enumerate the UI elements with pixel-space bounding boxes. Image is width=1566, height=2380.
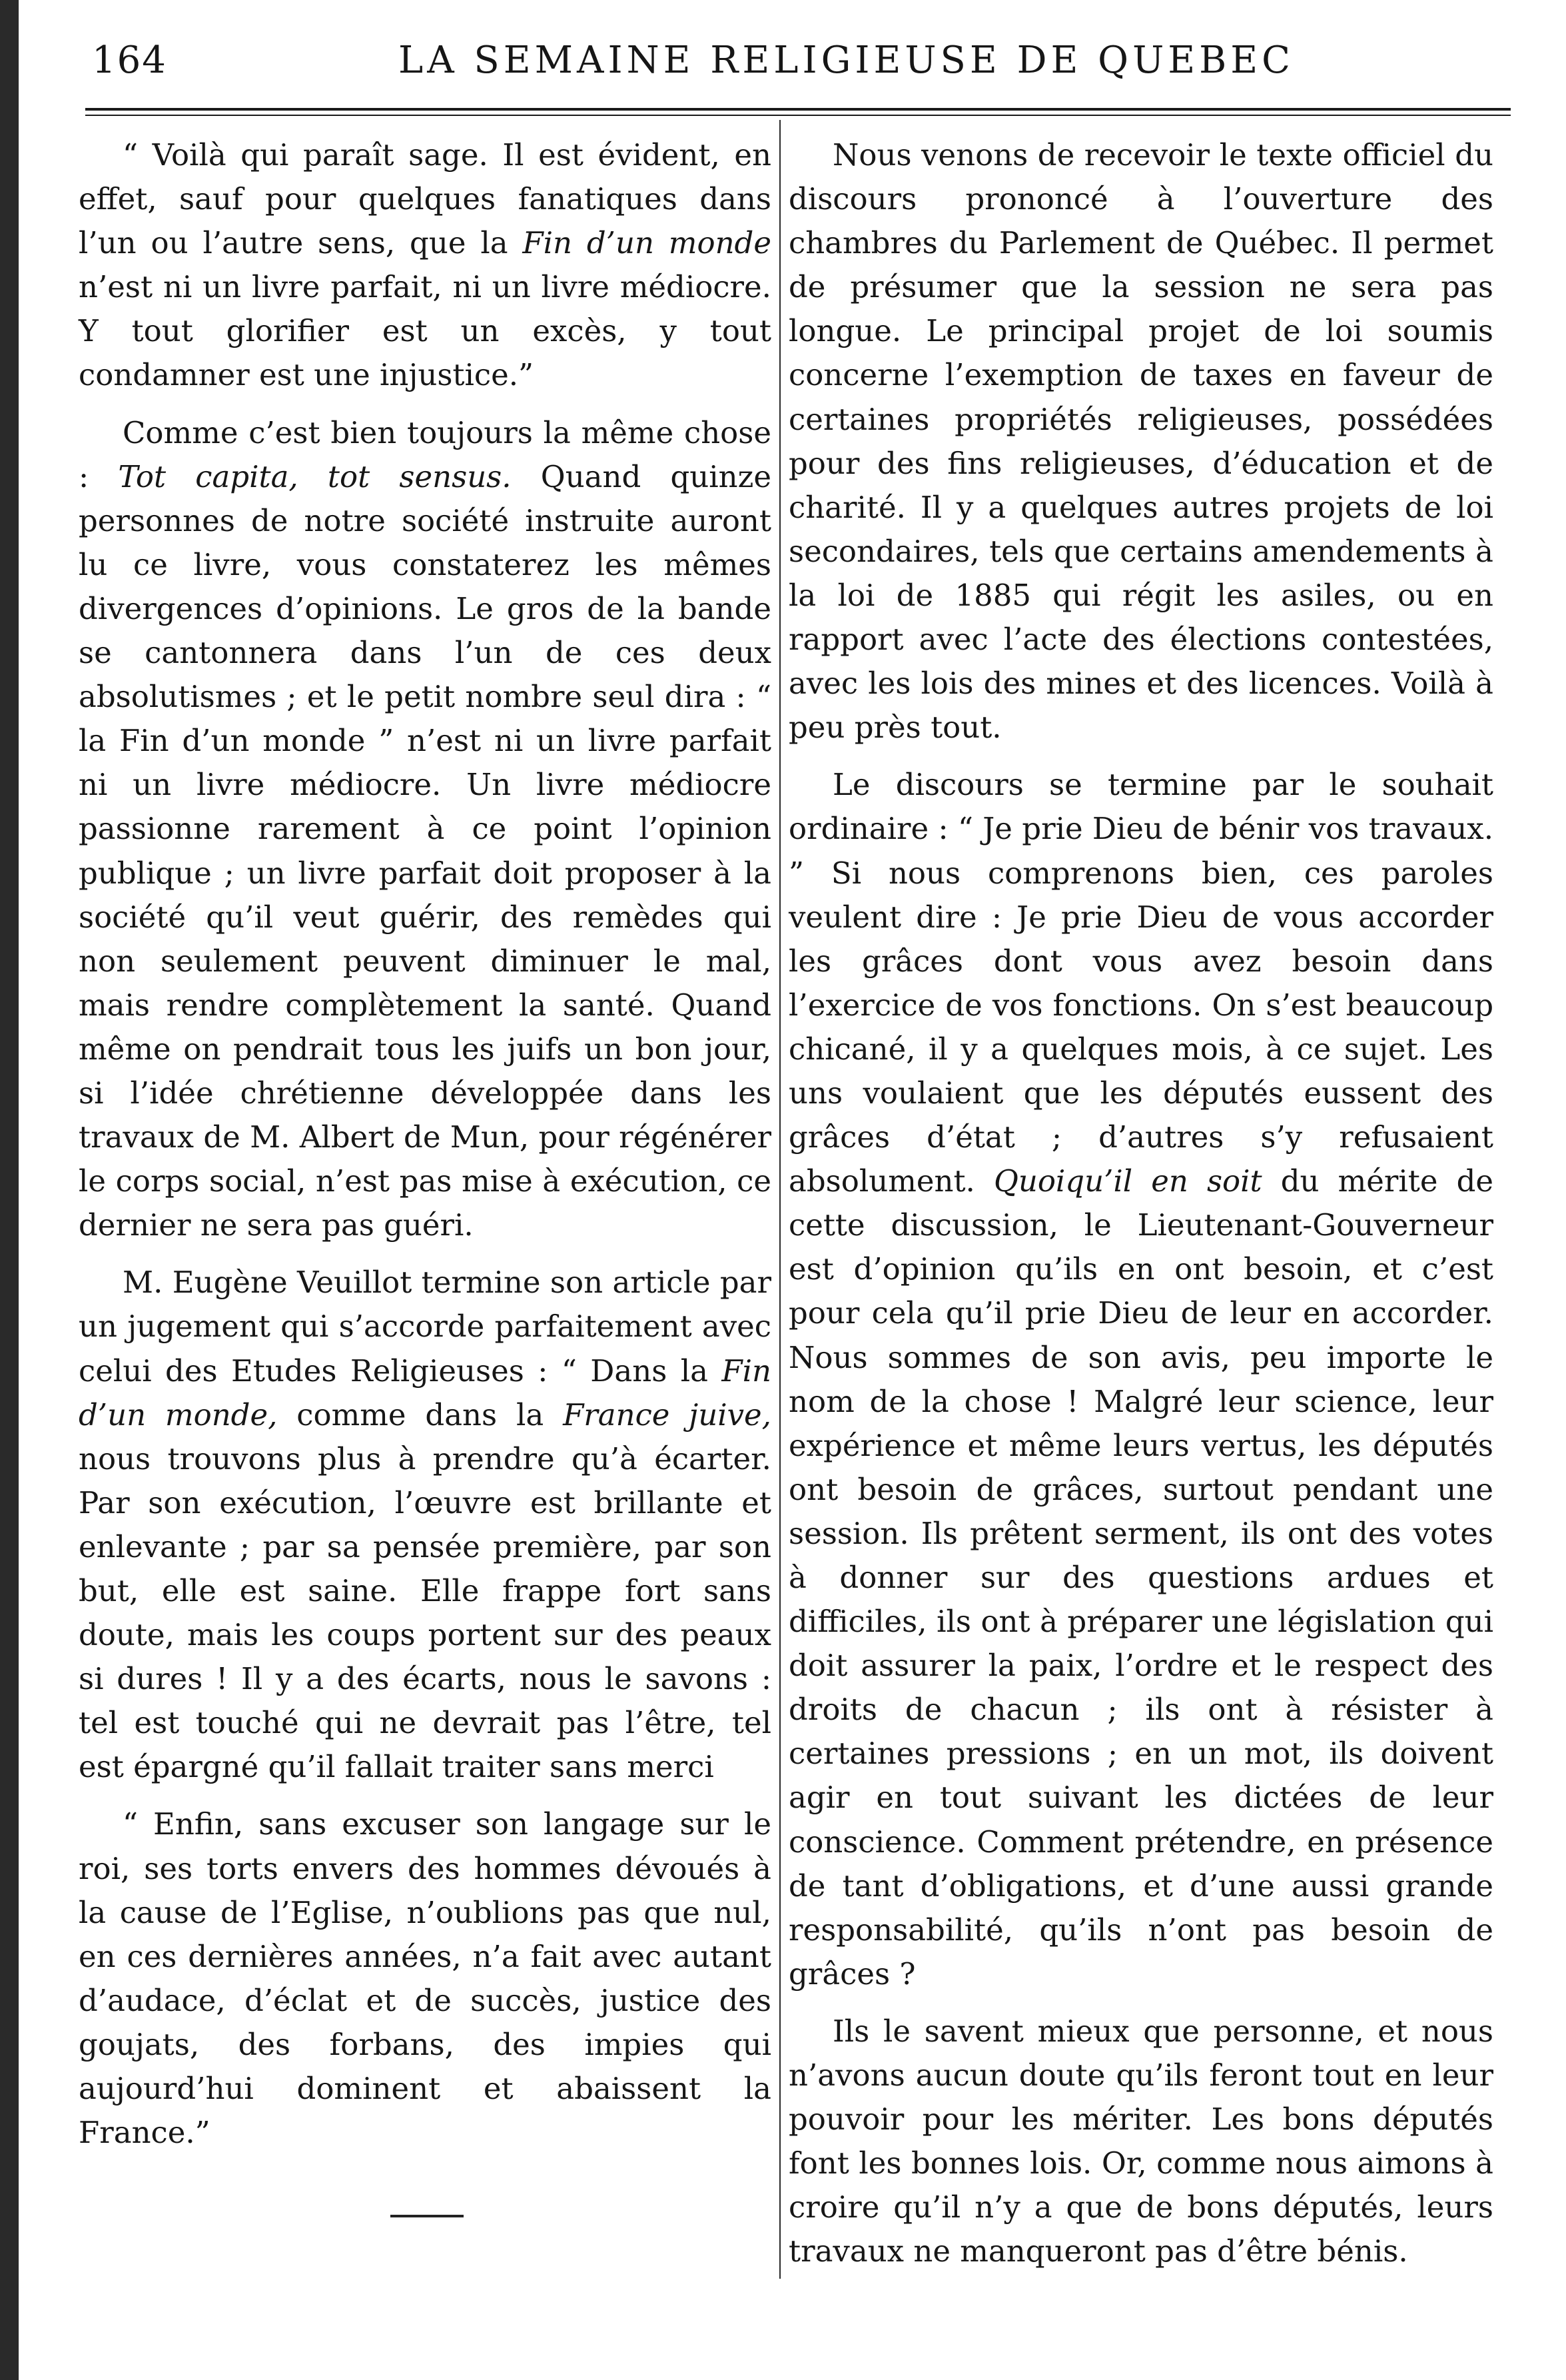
header-rule-thin <box>85 115 1511 116</box>
paragraph <box>789 763 1493 1996</box>
italic-text: Fin d’un monde <box>522 225 771 261</box>
left-column <box>79 133 771 2168</box>
paragraph <box>79 411 771 1248</box>
paragraph <box>789 133 1493 750</box>
page-header <box>85 39 1504 92</box>
text-run: Ils le savent mieux que personne, et nous n’avons aucun doute qu’ils feront tout en leur pouvoir pour les mériter. Les bons députés font les bonnes lois. Or, comme nous aimons à croire qu’il n’y a que de bons députés, leurs travaux ne manqueront pas d’être bénis. <box>789 2013 1493 2269</box>
italic-text: Quoiqu’il en soit <box>993 1163 1262 1199</box>
text-run: M. Eugène Veuillot termine son article par un jugement qui s’accorde parfaitement avec celui des Etudes Religieuses : “ Dans la <box>79 1265 771 1389</box>
section-end-dash <box>390 2215 464 2217</box>
text-run: nous trouvons plus à prendre qu’à écarter. Par son exécution, l’œuvre est brillante et enlevante ; par sa pensée première, par son but, elle est saine. Elle frappe fort sans doute, mais les coups portent sur des peaux si dures ! Il y a des écarts, nous le savons : tel est touché qui ne devrait pas l’être, tel est épargné qu’il fallait traiter sans merci <box>79 1441 771 1785</box>
page-number: 164 <box>92 39 167 82</box>
text-run: Comme c’est bien toujours la même chose : <box>79 414 771 494</box>
running-head: LA SEMAINE RELIGIEUSE DE QUEBEC <box>398 39 1295 82</box>
text-run: du mérite de cette discussion, le Lieutenant-Gouverneur est d’opinion qu’ils en ont besoin, et c’est pour cela qu’il prie Dieu de leur en accorder. Nous sommes de son avis, peu importe le nom de la chose ! Malgré leur science, leur expérience et même leurs vertus, les députés ont besoin de grâces, surtout pendant une session. Ils prêtent serment, ils ont des votes à donner sur des questions ardues et difficiles, ils ont à préparer une législation qui doit assurer la paix, l’ordre et le respect des droits de chacun ; ils ont à résister à certaines pressions ; en un mot, ils doivent agir en tout suivant les dictées de leur conscience. Comment prétendre, en présence de tant d’obligations, et d’une aussi grande responsabilité, qu’ils n’ont pas besoin de grâces ? <box>789 1163 1494 1992</box>
text-run: “ Enfin, sans excuser son langage sur le roi, ses torts envers des hommes dévoués à la cause de l’Eglise, n’oublions pas que nul, en ces dernières années, n’a fait avec autant d’audace, d’éclat et de succès, justice des goujats, des forbans, des impies qui aujourd’hui dominent et abaissent la France.” <box>79 1806 771 2151</box>
binding-edge <box>0 0 19 2380</box>
paragraph <box>79 133 771 398</box>
paragraph <box>79 1802 771 2155</box>
column-divider <box>779 120 781 2279</box>
paragraph <box>789 2010 1493 2274</box>
text-run: Nous venons de recevoir le texte officiel du discours prononcé à l’ouverture des chambres du Parlement de Québec. Il permet de présumer que la session ne sera pas longue. Le principal projet de loi soumis concerne l’exemption de taxes en faveur de certaines propriétés religieuses, possédées pour des fins religieuses, d’éducation et de charité. Il y a quelques autres projets de loi secondaires, tels que certains amendements à la loi de 1885 qui régit les asiles, ou en rapport avec l’acte des élections contestées, avec les lois des mines et des licences. Voilà à peu près tout. <box>789 137 1493 746</box>
italic-text: Tot capita, tot sensus. <box>118 458 512 494</box>
text-run: “ Voilà qui paraît sage. Il est évident, en effet, sauf pour quelques fanatiques dans l’un ou l’autre sens, que la <box>79 137 771 261</box>
text-run: comme dans la <box>277 1397 564 1433</box>
text-run: Le discours se termine par le souhait ordinaire : “ Je prie Dieu de bénir vos travaux. ” Si nous comprenons bien, ces paroles veulent dire : Je prie Dieu de vous accorder les grâces dont vous avez besoin dans l’exercice de vos fonctions. On s’est beaucoup chicané, il y a quelques mois, à ce sujet. Les uns voulaient que les députés eussent des grâces d’état ; d’autres s’y refusaient absolument. <box>789 767 1493 1199</box>
text-run: Quand quinze personnes de notre société instruite auront lu ce livre, vous constaterez les mêmes divergences d’opinions. Le gros de la bande se cantonnera dans l’un de ces deux absolutismes ; et le petit nombre seul dira : “ la Fin d’un monde ” n’est ni un livre parfait ni un livre médiocre. Un livre médiocre passionne rarement à ce point l’opinion publique ; un livre parfait doit proposer à la société qu’il veut guérir, des remèdes qui non seulement peuvent diminuer le mal, mais rendre complètement la santé. Quand même on pendrait tous les juifs un bon jour, si l’idée chrétienne développée dans les travaux de M. Albert de Mun, pour régénérer le corps social, n’est pas mise à exécution, ce dernier ne sera pas guéri. <box>79 458 772 1243</box>
italic-text: France juive, <box>563 1397 771 1433</box>
italic-text: Fin d’un monde, <box>79 1353 771 1433</box>
paragraph <box>79 1261 771 1789</box>
text-run: n’est ni un livre parfait, ni un livre médiocre. Y tout glorifier est un excès, y tout condamner est une injustice.” <box>79 269 771 393</box>
right-column <box>789 133 1493 2287</box>
header-rule <box>85 108 1511 111</box>
